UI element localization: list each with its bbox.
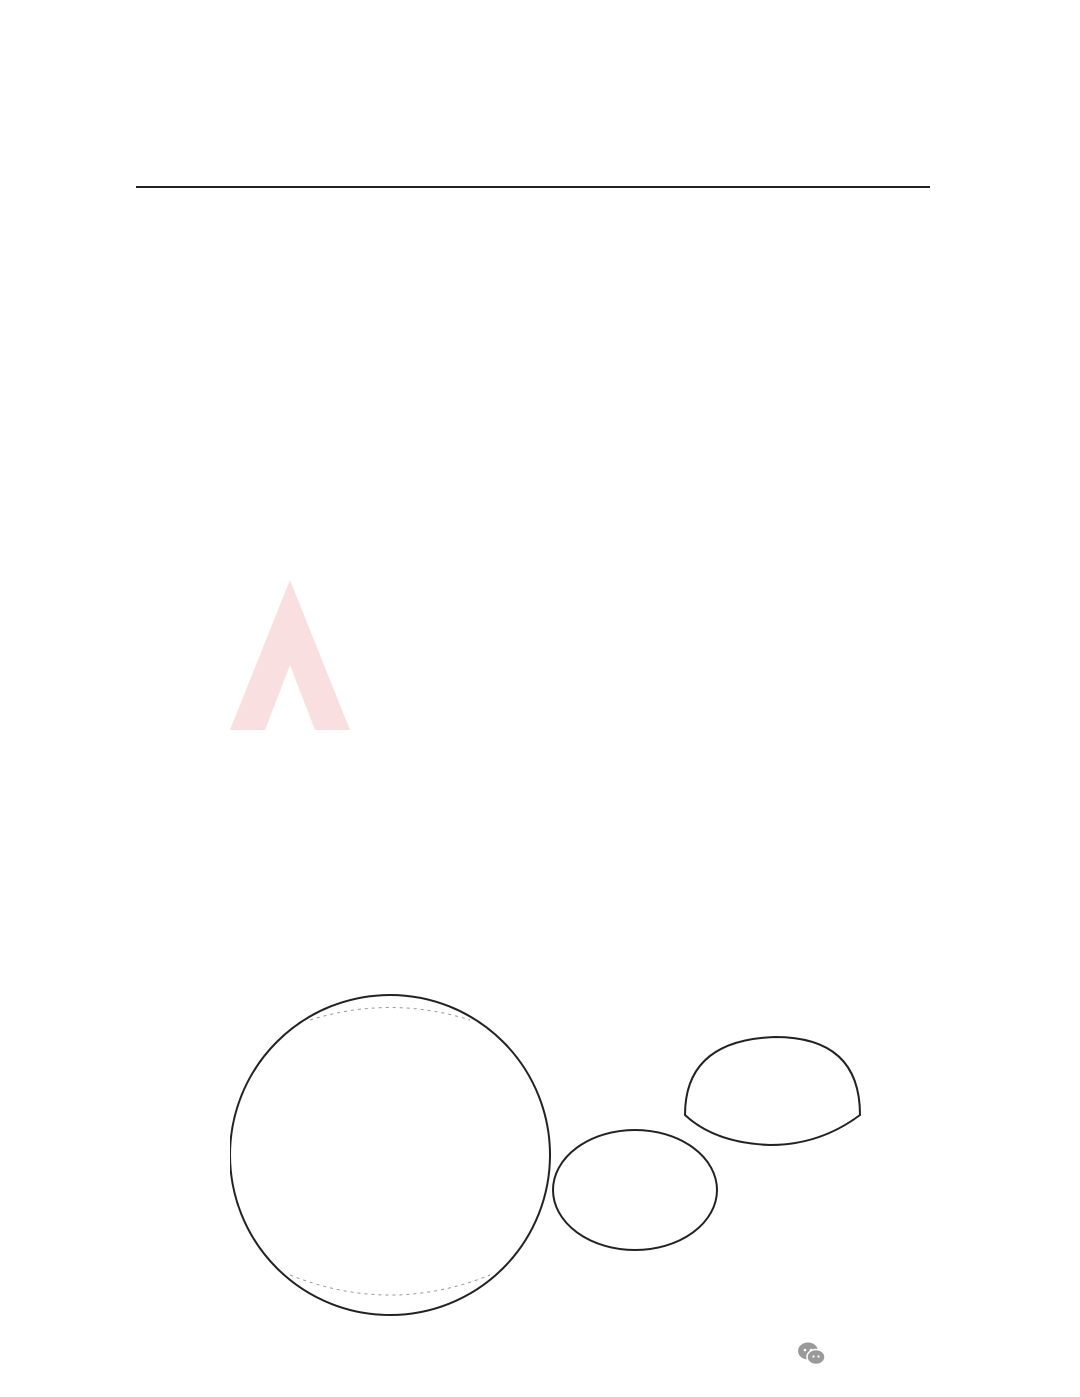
big-ball <box>230 995 550 1315</box>
water-ball-drawing <box>230 975 870 1395</box>
assignee-value <box>252 341 522 377</box>
applicant-value <box>252 241 522 259</box>
foreign-doc-row <box>548 241 848 256</box>
foreign-doc-row <box>548 270 848 285</box>
header-rule <box>136 186 930 188</box>
barcode <box>551 30 931 68</box>
reference-row <box>180 929 520 947</box>
foreign-doc-row <box>548 256 848 271</box>
watermark-logo <box>210 570 370 740</box>
small-ball <box>553 1130 717 1250</box>
reference-row <box>180 898 520 932</box>
wechat-icon <box>796 1340 826 1368</box>
inventors-value <box>252 291 522 309</box>
open-half-shell <box>685 1037 860 1145</box>
foreign-docs-list <box>548 241 848 285</box>
